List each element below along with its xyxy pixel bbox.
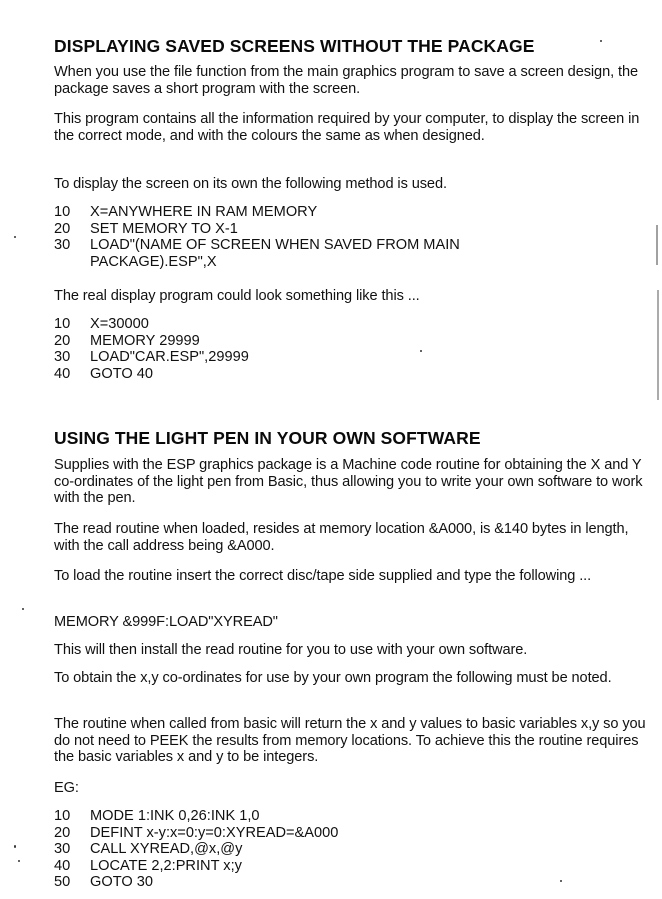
command-load-xyread: MEMORY &999F:LOAD"XYREAD" — [54, 614, 278, 630]
code-listing-method — [54, 204, 650, 270]
code-line — [54, 841, 650, 858]
code-line — [54, 204, 650, 221]
scan-speck — [560, 880, 562, 882]
line-number: 30 — [54, 237, 71, 253]
scan-speck — [22, 608, 24, 610]
line-number: 20 — [54, 824, 71, 841]
page-edge-mark — [657, 290, 659, 400]
section-heading-light-pen: USING THE LIGHT PEN IN YOUR OWN SOFTWARE — [54, 428, 481, 448]
code-text: X=ANYWHERE IN RAM MEMORY — [90, 204, 318, 220]
line-number: 20 — [54, 220, 71, 237]
line-number: 10 — [54, 316, 71, 332]
line-number: 20 — [54, 332, 71, 349]
code-line — [54, 808, 650, 825]
code-listing-light-pen — [54, 808, 650, 891]
code-line — [54, 333, 650, 350]
code-text: SET MEMORY TO X-1 — [90, 220, 238, 237]
code-line — [54, 221, 650, 238]
section-heading-displaying-saved-screens: DISPLAYING SAVED SCREENS WITHOUT THE PACKAGE — [54, 36, 535, 56]
code-line — [54, 858, 650, 875]
code-line — [54, 254, 650, 271]
code-text: LOAD"CAR.ESP",29999 — [90, 349, 249, 365]
code-text: LOAD"(NAME OF SCREEN WHEN SAVED FROM MAIN — [90, 237, 460, 253]
scan-speck — [14, 236, 16, 238]
paragraph-machine-code-routine: Supplies with the ESP graphics package is a Machine code routine for obtaining the X and Y co-ordinates of the light pen from Basic, thus allowing you to write your own software to work with the pen. — [54, 457, 643, 506]
code-text: LOCATE 2,2:PRINT x;y — [90, 857, 242, 874]
code-line — [54, 874, 650, 891]
paragraph-install-routine: This will then install the read routine for you to use with your own software. — [54, 642, 528, 658]
line-number: 30 — [54, 841, 71, 857]
code-text: DEFINT x-y:x=0:y=0:XYREAD=&A000 — [90, 824, 339, 841]
scan-speck — [18, 860, 20, 862]
paragraph-display-method: To display the screen on its own the following method is used. — [54, 176, 447, 192]
paragraph-obtain-coordinates: To obtain the x,y co-ordinates for use by your own program the following must be noted. — [54, 670, 612, 686]
line-number: 40 — [54, 857, 71, 874]
code-text: CALL XYREAD,@x,@y — [90, 841, 243, 857]
code-text: MEMORY 29999 — [90, 332, 200, 349]
line-number: 50 — [54, 874, 71, 890]
scan-speck — [600, 40, 602, 42]
code-line — [54, 349, 650, 366]
paragraph-read-routine-location: The read routine when loaded, resides at memory location &A000, is &140 bytes in length, with the call address being &A000. — [54, 521, 629, 554]
paragraph-load-routine: To load the routine insert the correct disc/tape side supplied and type the following ... — [54, 568, 592, 584]
code-text: GOTO 30 — [90, 874, 153, 890]
code-text: X=30000 — [90, 316, 149, 332]
page-edge-mark — [656, 225, 658, 265]
paragraph-program-contains: This program contains all the information required by your computer, to display the screen in the correct mode, and with the colours the same as when designed. — [54, 111, 640, 144]
line-number: 30 — [54, 349, 71, 365]
scan-speck — [420, 350, 422, 352]
paragraph-file-function: When you use the file function from the main graphics program to save a screen design, the package saves a short program with the screen. — [54, 64, 638, 97]
code-listing-example — [54, 316, 650, 382]
line-number: 10 — [54, 808, 71, 824]
line-number: 10 — [54, 204, 71, 220]
paragraph-real-display-program: The real display program could look something like this ... — [54, 288, 420, 304]
scan-speck — [14, 845, 16, 848]
line-number: 40 — [54, 365, 71, 382]
code-text: PACKAGE).ESP",X — [90, 253, 217, 270]
code-text: GOTO 40 — [90, 365, 153, 382]
code-line — [54, 825, 650, 842]
code-line — [54, 237, 650, 254]
code-line — [54, 366, 650, 383]
code-text: MODE 1:INK 0,26:INK 1,0 — [90, 808, 260, 824]
code-line — [54, 316, 650, 333]
paragraph-return-values: The routine when called from basic will return the x and y values to basic variables x,y so you do not need to PEEK the results from memory locations. To achieve this the routine requires the basic variables x and y to be integers. — [54, 716, 646, 765]
example-label: EG: — [54, 780, 79, 796]
